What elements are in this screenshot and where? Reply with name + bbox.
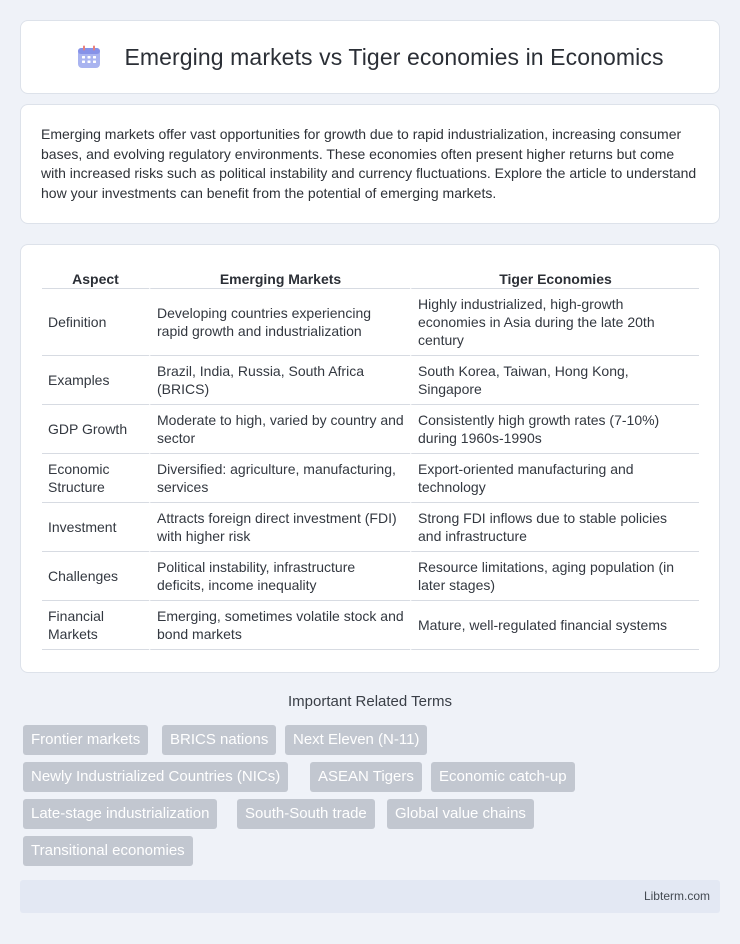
cell-emerging: Developing countries experiencing rapid growth and industrialization: [149, 289, 410, 356]
related-term-tag[interactable]: South-South trade: [237, 799, 375, 829]
calendar-grid-icon: [76, 44, 102, 70]
footer: [20, 880, 720, 913]
cell-emerging: Attracts foreign direct investment (FDI) with higher risk: [149, 503, 410, 552]
related-term-tag[interactable]: Late-stage industrialization: [23, 799, 217, 829]
related-term-tag[interactable]: Next Eleven (N-11): [285, 725, 427, 755]
related-term-tag[interactable]: Global value chains: [387, 799, 534, 829]
cell-aspect: Examples: [42, 356, 149, 405]
table-row: [42, 503, 699, 552]
table-row: [42, 356, 699, 405]
cell-tiger: Consistently high growth rates (7-10%) during 1960s-1990s: [410, 405, 699, 454]
table-row: [42, 405, 699, 454]
cell-tiger: Export-oriented manufacturing and technology: [410, 454, 699, 503]
related-term-tag[interactable]: ASEAN Tigers: [310, 762, 422, 792]
cell-aspect: Economic Structure: [42, 454, 149, 503]
related-term-tag[interactable]: Transitional economies: [23, 836, 193, 866]
comparison-card: [20, 244, 720, 673]
intro-text: Emerging markets offer vast opportunities for growth due to rapid industrialization, increasing consumer bases, and evolving regulatory environments. These economies often present higher returns but come with increased risks such as political instability and currency fluctuations. Explore the article to understand how your investments can benefit from the potential of emerging markets.: [41, 126, 697, 201]
table-header-row: [42, 265, 699, 289]
table-row: [42, 552, 699, 601]
cell-aspect: Investment: [42, 503, 149, 552]
header-emerging-markets: Emerging Markets: [149, 265, 410, 289]
table-row: [42, 601, 699, 650]
cell-emerging: Emerging, sometimes volatile stock and bond markets: [149, 601, 410, 650]
footer-site-link[interactable]: Libterm.com: [643, 889, 710, 903]
page-header: [20, 20, 720, 94]
cell-emerging: Political instability, infrastructure deficits, income inequality: [149, 552, 410, 601]
related-term-tag[interactable]: Economic catch-up: [431, 762, 575, 792]
header-aspect: Aspect: [42, 265, 149, 289]
page-title: Emerging markets vs Tiger economies in Economics: [124, 43, 664, 70]
cell-tiger: Mature, well-regulated financial systems: [410, 601, 699, 650]
comparison-table: [42, 265, 699, 650]
cell-aspect: Challenges: [42, 552, 149, 601]
related-term-tag[interactable]: BRICS nations: [162, 725, 276, 755]
related-term-tag[interactable]: Newly Industrialized Countries (NICs): [23, 762, 288, 792]
cell-emerging: Diversified: agriculture, manufacturing, services: [149, 454, 410, 503]
cell-tiger: Resource limitations, aging population (in later stages): [410, 552, 699, 601]
table-row: [42, 454, 699, 503]
related-term-tag[interactable]: Frontier markets: [23, 725, 148, 755]
cell-tiger: South Korea, Taiwan, Hong Kong, Singapore: [410, 356, 699, 405]
table-row: [42, 289, 699, 356]
cell-emerging: Brazil, India, Russia, South Africa (BRICS): [149, 356, 410, 405]
cell-tiger: Highly industrialized, high-growth economies in Asia during the late 20th century: [410, 289, 699, 356]
cell-aspect: GDP Growth: [42, 405, 149, 454]
header-tiger-economies: Tiger Economies: [410, 265, 699, 289]
cell-aspect: Financial Markets: [42, 601, 149, 650]
related-terms-title: Important Related Terms: [288, 693, 452, 710]
cell-emerging: Moderate to high, varied by country and sector: [149, 405, 410, 454]
cell-aspect: Definition: [42, 289, 149, 356]
cell-tiger: Strong FDI inflows due to stable policies and infrastructure: [410, 503, 699, 552]
intro-card: [20, 104, 720, 224]
